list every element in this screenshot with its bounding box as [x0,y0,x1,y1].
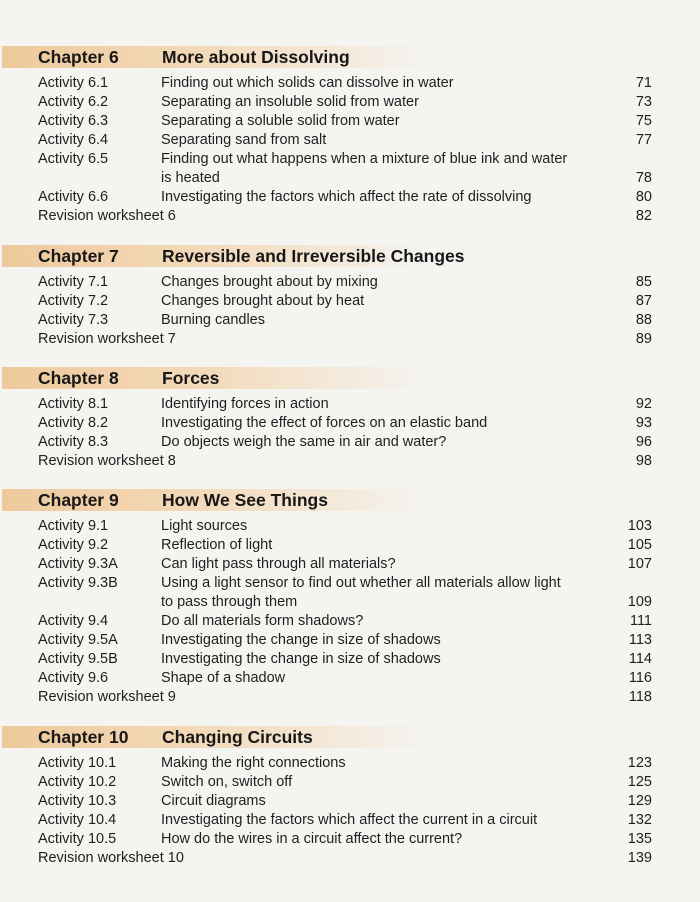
entry-page: 93 [635,415,652,431]
entry-list [0,273,700,349]
toc-entry[interactable] [0,517,700,536]
toc-entry[interactable] [0,773,700,792]
entry-page: 125 [627,774,652,790]
entry-title: Identifying forces in action [161,396,329,412]
entry-title: Circuit diagrams [161,793,266,809]
entry-title: Do objects weigh the same in air and water? [161,434,447,450]
entry-list [0,754,700,868]
entry-label: Activity 6.3 [38,113,109,129]
toc-entry[interactable] [0,650,700,669]
entry-label: Activity 7.1 [38,274,109,290]
entry-label: Activity 10.2 [38,774,117,790]
entry-page: 98 [635,453,652,469]
entry-page: 103 [627,518,652,534]
entry-label: Activity 8.2 [38,415,109,431]
entry-page: 89 [635,331,652,347]
chapter-heading [2,46,432,68]
chapter-section [0,245,700,349]
entry-label: Activity 9.4 [38,613,109,629]
revision-label: Revision worksheet 7 [38,331,176,347]
chapter-heading [2,245,465,267]
entry-title: Investigating the change in size of shadows [161,632,441,648]
toc-entry[interactable] [0,754,700,773]
chapter-section [0,46,700,226]
entry-label: Activity 9.1 [38,518,109,534]
entry-title: Do all materials form shadows? [161,613,364,629]
entry-label: Activity 6.5 [38,151,109,167]
entry-title: Changes brought about by heat [161,293,365,309]
entry-page: 111 [629,613,652,629]
entry-title: Using a light sensor to find out whether all materials allow light to pass through them [161,575,561,610]
entry-title: Investigating the change in size of shadows [161,651,441,667]
entry-label: Activity 10.3 [38,793,117,809]
entry-page: 85 [635,274,652,290]
chapter-title: Forces [162,368,220,388]
entry-page: 73 [635,94,652,110]
entry-page: 118 [628,689,652,705]
chapter-number: Chapter 10 [38,727,129,747]
entry-label: Activity 10.4 [38,812,117,828]
toc-entry[interactable] [0,414,700,433]
entry-label: Activity 6.2 [38,94,109,110]
chapter-title: How We See Things [162,490,328,510]
entry-page: 71 [635,75,652,91]
entry-title: Switch on, switch off [161,774,293,790]
chapter-number: Chapter 9 [38,490,119,510]
entry-title: How do the wires in a circuit affect the current? [161,831,463,847]
toc-entry[interactable] [0,330,700,349]
entry-label: Activity 10.1 [38,755,117,771]
entry-title: Separating an insoluble solid from water [161,94,419,110]
toc-entry[interactable] [0,574,700,612]
entry-title: Investigating the effect of forces on an elastic band [161,415,488,431]
entry-label: Activity 9.3B [38,575,118,591]
entry-title: Making the right connections [161,755,346,771]
entry-label: Activity 7.3 [38,312,109,328]
toc-entry[interactable] [0,207,700,226]
chapter-title: Reversible and Irreversible Changes [162,246,465,266]
entry-label: Activity 9.5B [38,651,118,667]
entry-label: Activity 9.2 [38,537,109,553]
revision-label: Revision worksheet 6 [38,208,176,224]
entry-page: 139 [627,850,652,866]
entry-page: 107 [627,556,652,572]
chapter-section [0,726,700,868]
entry-page: 116 [628,670,652,686]
entry-title: Shape of a shadow [161,670,286,686]
chapter-heading [2,726,432,748]
toc-entry[interactable] [0,849,700,868]
entry-label: Activity 7.2 [38,293,109,309]
toc-entry[interactable] [0,811,700,830]
entry-page: 114 [628,651,652,667]
toc-entry[interactable] [0,273,700,292]
toc-entry[interactable] [0,292,700,311]
toc-entry[interactable] [0,612,700,631]
entry-label: Activity 9.5A [38,632,118,648]
entry-page: 113 [628,632,652,648]
chapter-number: Chapter 8 [38,368,119,388]
entry-page: 135 [627,831,652,847]
entry-label: Activity 6.4 [38,132,109,148]
entry-label: Activity 6.6 [38,189,109,205]
entry-title: Separating a soluble solid from water [161,113,400,129]
toc-entry[interactable] [0,792,700,811]
entry-title: Can light pass through all materials? [161,556,396,572]
entry-title: Finding out which solids can dissolve in water [161,75,454,91]
entry-label: Activity 10.5 [38,831,117,847]
chapter-heading [2,367,432,389]
entry-page: 88 [635,312,652,328]
toc-entry[interactable] [0,536,700,555]
entry-page: 82 [635,208,652,224]
toc-entry[interactable] [0,150,700,188]
entry-page: 105 [627,537,652,553]
toc-entry[interactable] [0,433,700,452]
entry-page: 87 [635,293,652,309]
entry-page: 75 [635,113,652,129]
chapter-section [0,489,700,707]
entry-page: 96 [635,434,652,450]
entry-title: Changes brought about by mixing [161,274,378,290]
toc-entry[interactable] [0,669,700,688]
entry-page: 109 [627,594,652,610]
entry-title: Light sources [161,518,248,534]
revision-label: Revision worksheet 9 [38,689,176,705]
entry-page: 123 [627,755,652,771]
entry-list [0,395,700,471]
entry-label: Activity 6.1 [38,75,109,91]
revision-label: Revision worksheet 10 [38,850,184,866]
entry-page: 80 [635,189,652,205]
chapter-section [0,367,700,471]
entry-page: 78 [635,170,652,186]
entry-title: Investigating the factors which affect the current in a circuit [161,812,538,828]
entry-title: Finding out what happens when a mixture of blue ink and water is heated [161,151,568,186]
toc-entry[interactable] [0,188,700,207]
toc-entry[interactable] [0,131,700,150]
toc-entry[interactable] [0,74,700,93]
entry-title: Burning candles [161,312,265,328]
chapter-title: More about Dissolving [162,47,350,67]
entry-title: Reflection of light [161,537,273,553]
entry-label: Activity 8.3 [38,434,109,450]
entry-title: Separating sand from salt [161,132,327,148]
entry-label: Activity 8.1 [38,396,109,412]
revision-label: Revision worksheet 8 [38,453,176,469]
toc-entry[interactable] [0,93,700,112]
entry-title: Investigating the factors which affect the rate of dissolving [161,189,532,205]
toc-entry[interactable] [0,830,700,849]
chapter-heading [2,489,432,511]
toc-entry[interactable] [0,452,700,471]
entry-page: 132 [627,812,652,828]
entry-page: 92 [635,396,652,412]
toc-entry[interactable] [0,311,700,330]
chapter-number: Chapter 6 [38,47,119,67]
toc-entry[interactable] [0,688,700,707]
chapter-title: Changing Circuits [162,727,313,747]
entry-list [0,517,700,707]
toc-entry[interactable] [0,631,700,650]
entry-page: 129 [627,793,652,809]
entry-label: Activity 9.3A [38,556,118,572]
entry-list [0,74,700,226]
chapter-number: Chapter 7 [38,246,119,266]
toc-entry[interactable] [0,112,700,131]
entry-page: 77 [635,132,652,148]
toc-entry[interactable] [0,395,700,414]
toc-entry[interactable] [0,555,700,574]
entry-label: Activity 9.6 [38,670,109,686]
